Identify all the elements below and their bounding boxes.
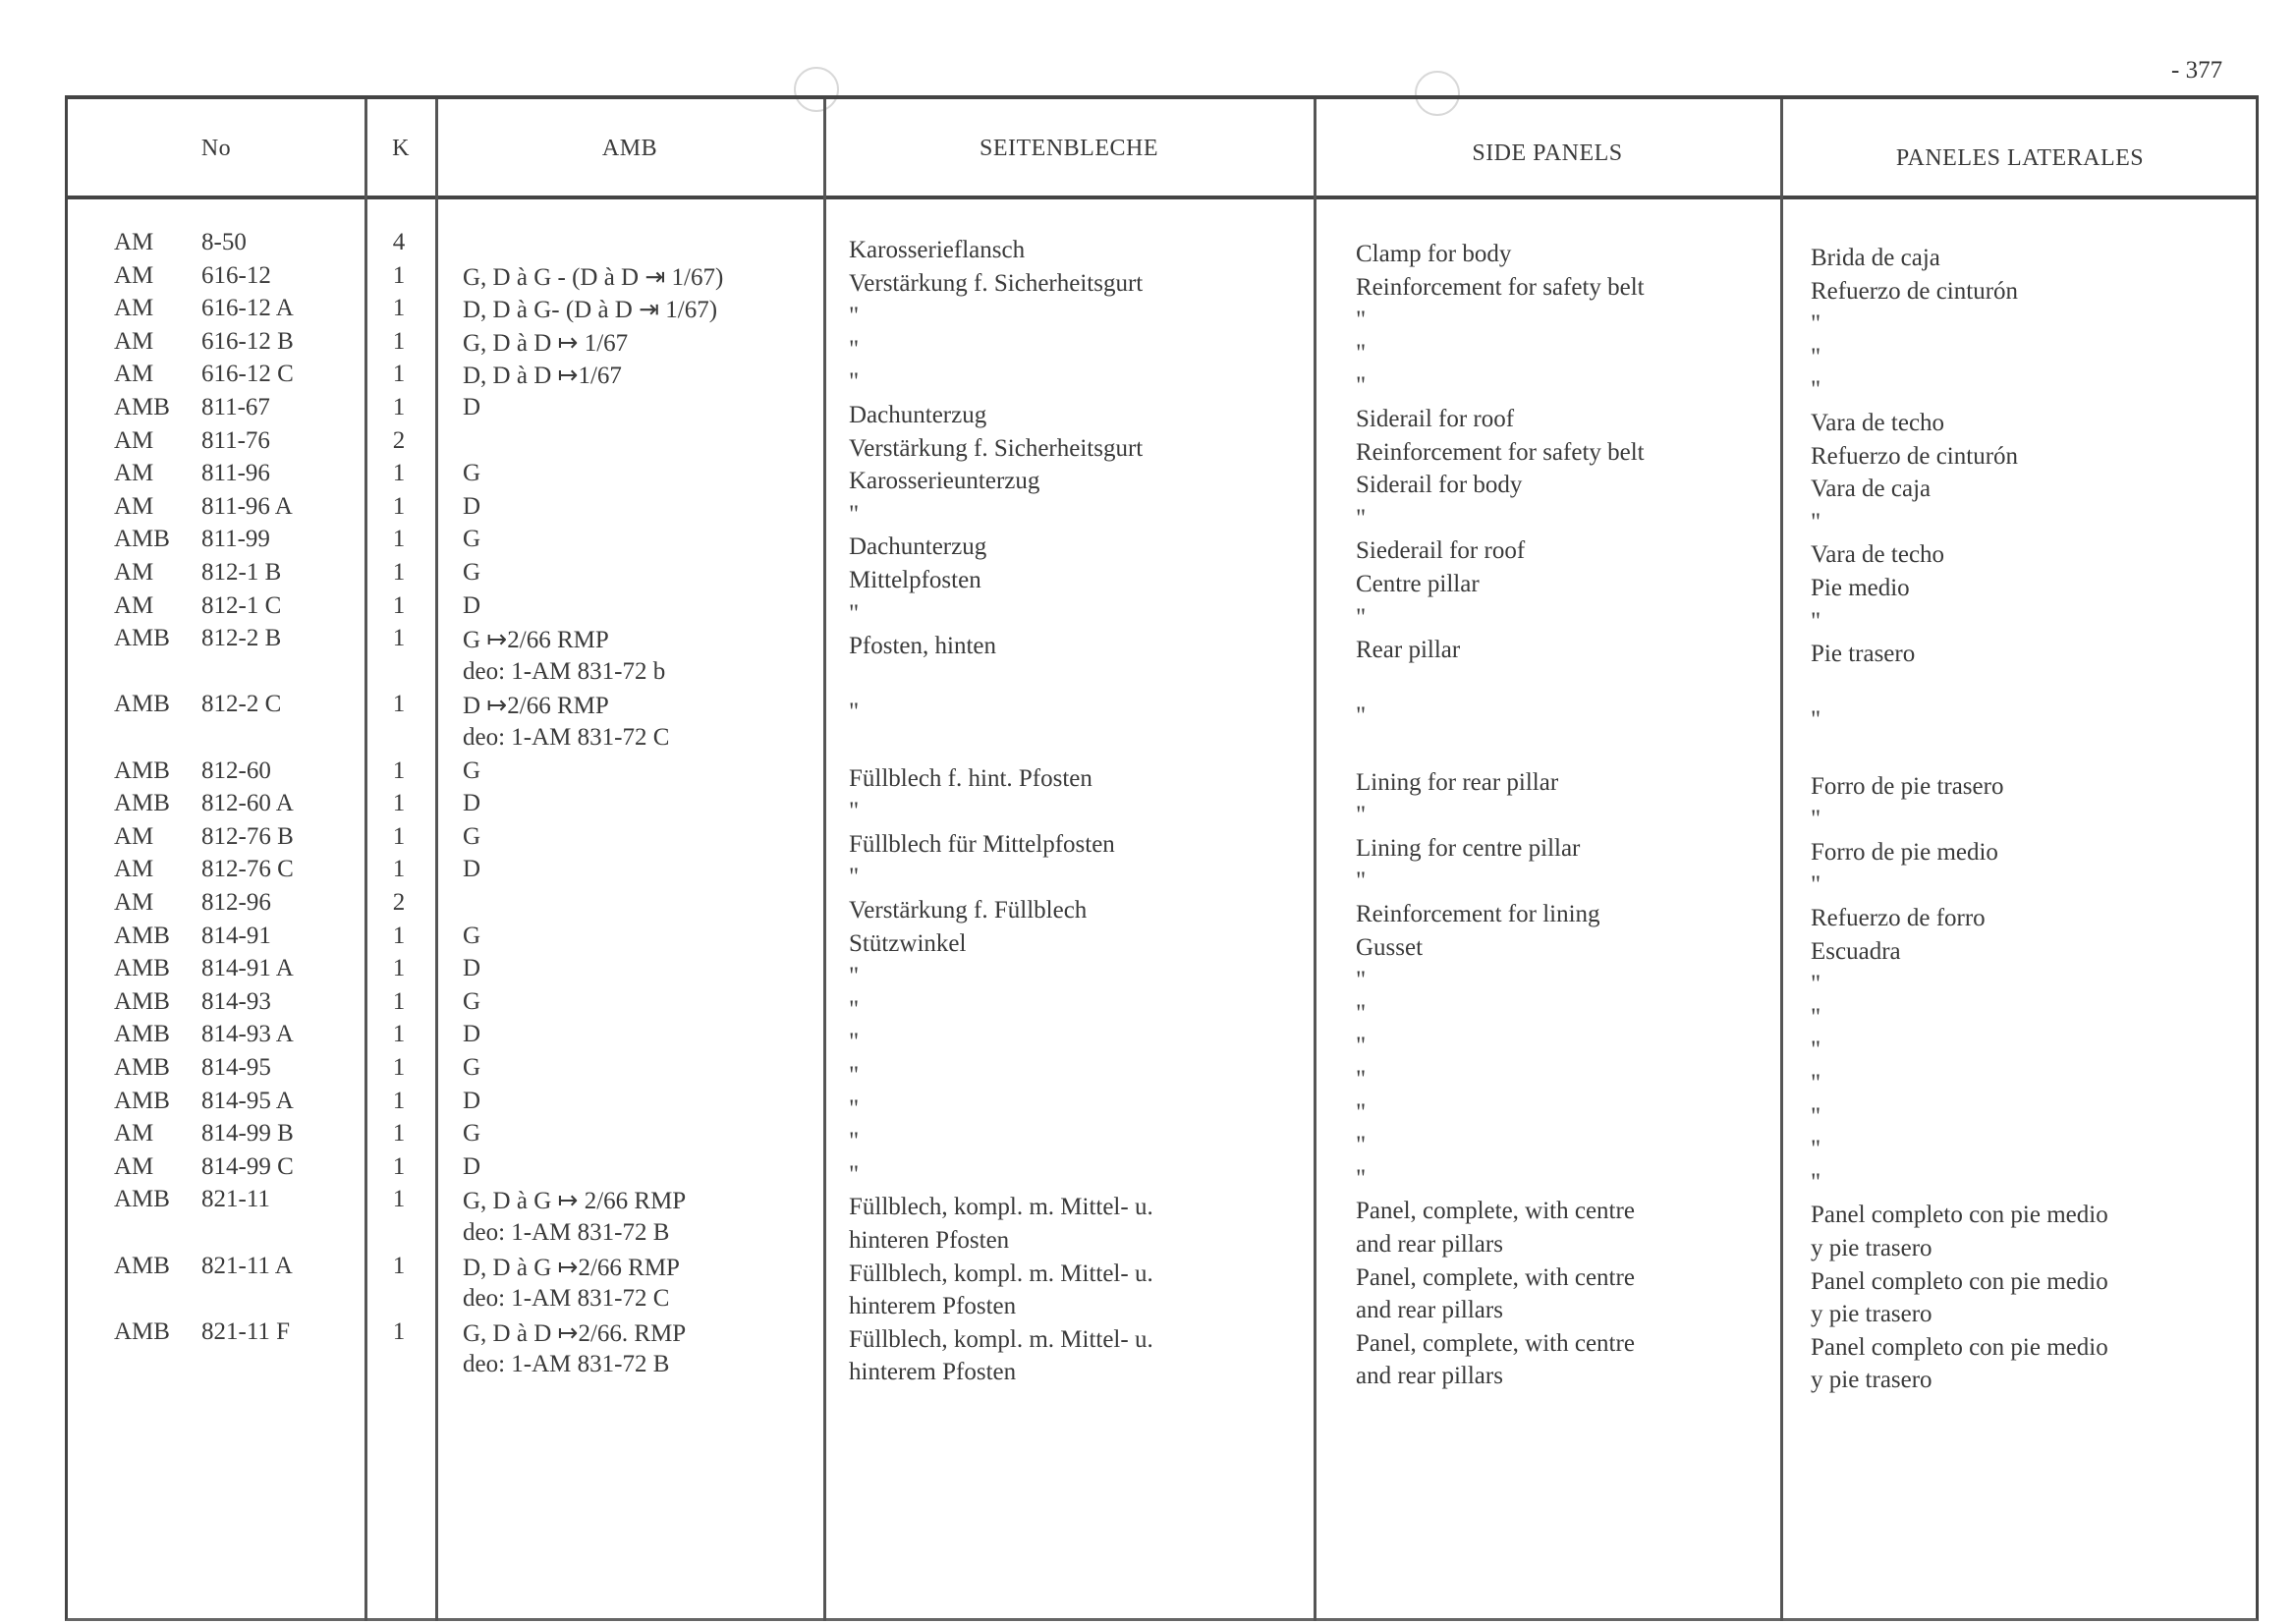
part-prefix: AM: [114, 327, 154, 355]
table-row: [0, 591, 2296, 635]
description-en: Siederail for roof: [1356, 537, 1526, 565]
part-number: 812-60 A: [201, 790, 294, 817]
description-en: ": [1356, 1164, 1367, 1192]
description-en: Clamp for body: [1356, 241, 1512, 267]
table-row: [0, 1219, 2296, 1261]
amb-note: D: [463, 790, 481, 817]
amb-note: D: [463, 394, 481, 420]
description-en: Siderail for roof: [1356, 406, 1515, 432]
amb-note: G ↦2/66 RMP: [463, 627, 609, 654]
table-row: [0, 922, 2296, 965]
part-prefix: AMB: [114, 394, 170, 420]
amb-note: D: [463, 492, 481, 520]
part-prefix: AMB: [114, 691, 170, 718]
quantity-k: 1: [392, 987, 406, 1015]
table-row: [0, 426, 2296, 470]
part-prefix: AMB: [114, 756, 170, 784]
table-row: [0, 295, 2296, 338]
part-prefix: AMB: [114, 625, 170, 652]
header-amb: AMB: [601, 136, 658, 161]
description-de: ": [849, 699, 860, 726]
description-es: Brida de caja: [1811, 245, 1940, 271]
description-es: ": [1811, 607, 1821, 635]
part-number: 812-2 B: [201, 625, 282, 652]
description-en: ": [1356, 1098, 1367, 1126]
description-en: Lining for centre pillar: [1356, 834, 1581, 862]
amb-note: G: [463, 460, 481, 487]
amb-note: G, D à G - (D à D ⇥ 1/67): [463, 263, 724, 291]
part-prefix: AM: [114, 1152, 154, 1180]
part-number: 814-99 C: [201, 1152, 294, 1180]
table-row: [0, 361, 2296, 404]
part-number: 814-99 B: [201, 1120, 294, 1148]
part-prefix: AM: [114, 460, 154, 487]
description-de: Verstärkung f. Füllblech: [849, 897, 1088, 924]
description-en: ": [1356, 1033, 1367, 1060]
description-de: ": [849, 1128, 860, 1155]
description-de: Füllblech f. hint. Pfosten: [849, 764, 1092, 792]
quantity-k: 4: [392, 229, 406, 255]
part-prefix: AMB: [114, 1021, 170, 1048]
description-es: ": [1811, 1003, 1821, 1031]
quantity-k: 1: [392, 691, 406, 718]
description-de: Dachunterzug: [849, 402, 987, 428]
part-prefix: AMB: [114, 1087, 170, 1114]
description-es: Escuadra: [1811, 937, 1901, 965]
part-prefix: AM: [114, 295, 154, 322]
amb-note: G: [463, 1054, 481, 1081]
description-es: y pie trasero: [1811, 1235, 1932, 1261]
description-en: and rear pillars: [1356, 1231, 1503, 1258]
header-seitenbleche: SEITENBLECHE: [980, 136, 1158, 161]
table-row: [0, 229, 2296, 271]
description-es: y pie trasero: [1811, 1367, 1932, 1394]
description-en: Panel, complete, with centre: [1356, 1329, 1635, 1357]
table-row: [0, 1252, 2296, 1295]
table-row: [0, 1285, 2296, 1328]
amb-note: G: [463, 987, 481, 1015]
table-row: [0, 492, 2296, 535]
amb-note: D: [463, 856, 481, 883]
description-es: ": [1811, 343, 1821, 370]
table-row: [0, 856, 2296, 899]
header-divider: [65, 196, 2259, 199]
table-row: [0, 625, 2296, 668]
part-prefix: AMB: [114, 955, 170, 982]
amb-note: G: [463, 526, 481, 553]
quantity-k: 1: [392, 1317, 406, 1345]
description-de: ": [849, 1094, 860, 1122]
part-number: 616-12 A: [201, 295, 294, 322]
amb-note: deo: 1-AM 831-72 B: [463, 1351, 670, 1378]
table-row: [0, 1317, 2296, 1361]
part-number: 821-11 A: [201, 1252, 293, 1279]
part-prefix: AM: [114, 856, 154, 883]
table-row: [0, 822, 2296, 866]
table-row: [0, 724, 2296, 757]
amb-note: D: [463, 1087, 481, 1114]
quantity-k: 1: [392, 526, 406, 553]
description-de: ": [849, 303, 860, 330]
quantity-k: 1: [392, 955, 406, 982]
description-en: ": [1356, 1132, 1367, 1159]
header-k: K: [392, 136, 410, 161]
amb-note: deo: 1-AM 831-72 C: [463, 1285, 670, 1313]
description-de: Füllblech für Mittelpfosten: [849, 830, 1115, 858]
description-de: ": [849, 963, 860, 990]
amb-note: D: [463, 955, 481, 982]
description-de: Verstärkung f. Sicherheitsgurt: [849, 269, 1144, 297]
description-es: ": [1811, 310, 1821, 338]
quantity-k: 1: [392, 1252, 406, 1279]
description-es: ": [1811, 971, 1821, 998]
description-en: ": [1356, 967, 1367, 994]
part-number: 812-1 C: [201, 591, 282, 619]
description-de: ": [849, 599, 860, 627]
amb-note: D, D à D ↦1/67: [463, 363, 622, 390]
table-row: [0, 658, 2296, 692]
description-en: and rear pillars: [1356, 1363, 1503, 1390]
table-row: [0, 1120, 2296, 1163]
part-prefix: AMB: [114, 1252, 170, 1279]
part-number: 812-60: [201, 756, 271, 784]
description-en: Lining for rear pillar: [1356, 768, 1559, 796]
description-en: ": [1356, 999, 1367, 1027]
amb-note: D ↦2/66 RMP: [463, 693, 609, 720]
description-en: ": [1356, 702, 1367, 730]
table-row: [0, 1351, 2296, 1394]
quantity-k: 1: [392, 790, 406, 817]
description-en: Gusset: [1356, 933, 1424, 961]
part-prefix: AMB: [114, 1054, 170, 1081]
amb-note: G: [463, 822, 481, 850]
description-es: ": [1811, 1036, 1821, 1064]
quantity-k: 1: [392, 822, 406, 850]
quantity-k: 1: [392, 460, 406, 487]
description-es: ": [1811, 706, 1821, 734]
description-es: Refuerzo de cinturón: [1811, 442, 2019, 470]
description-en: Siderail for body: [1356, 472, 1523, 499]
description-es: Vara de techo: [1811, 541, 1945, 569]
description-es: Forro de pie trasero: [1811, 772, 2004, 800]
table-row: [0, 889, 2296, 931]
amb-note: G: [463, 1120, 481, 1148]
description-en: Reinforcement for safety belt: [1356, 273, 1645, 301]
part-number: 811-76: [201, 426, 270, 454]
description-de: ": [849, 864, 860, 891]
description-en: Centre pillar: [1356, 571, 1480, 597]
part-number: 821-11: [201, 1186, 270, 1213]
part-prefix: AM: [114, 822, 154, 850]
description-es: ": [1811, 871, 1821, 899]
amb-note: G, D à G ↦ 2/66 RMP: [463, 1188, 687, 1215]
description-es: Panel completo con pie medio: [1811, 1202, 2108, 1229]
description-es: Vara de caja: [1811, 476, 1932, 503]
part-number: 814-91: [201, 922, 271, 949]
description-es: Refuerzo de cinturón: [1811, 277, 2019, 305]
table-row: [0, 987, 2296, 1031]
part-prefix: AMB: [114, 987, 170, 1015]
table-row: [0, 327, 2296, 370]
description-es: ": [1811, 1168, 1821, 1196]
part-prefix: AM: [114, 559, 154, 586]
amb-note: D, D à G- (D à D ⇥ 1/67): [463, 297, 718, 324]
amb-note: G: [463, 559, 481, 586]
header-side-panels: SIDE PANELS: [1472, 140, 1623, 166]
part-prefix: AM: [114, 591, 154, 619]
part-prefix: AMB: [114, 526, 170, 553]
description-en: Rear pillar: [1356, 637, 1461, 664]
description-de: Füllblech, kompl. m. Mittel- u.: [849, 1260, 1153, 1287]
quantity-k: 1: [392, 295, 406, 322]
part-number: 616-12: [201, 261, 271, 289]
description-en: and rear pillars: [1356, 1297, 1503, 1324]
table-row: [0, 1152, 2296, 1196]
description-de: Karosserieunterzug: [849, 468, 1040, 495]
description-en: ": [1356, 372, 1367, 400]
quantity-k: 1: [392, 492, 406, 520]
quantity-k: 1: [392, 261, 406, 289]
description-de: ": [849, 368, 860, 396]
description-es: ": [1811, 376, 1821, 404]
quantity-k: 1: [392, 1021, 406, 1048]
part-number: 616-12 B: [201, 327, 294, 355]
part-prefix: AM: [114, 889, 154, 916]
table-row: [0, 261, 2296, 305]
part-number: 812-1 B: [201, 559, 282, 586]
part-prefix: AM: [114, 492, 154, 520]
quantity-k: 1: [392, 1087, 406, 1114]
description-de: ": [849, 995, 860, 1023]
part-number: 812-76 B: [201, 822, 294, 850]
description-es: ": [1811, 1102, 1821, 1130]
description-en: ": [1356, 307, 1367, 334]
description-de: hinterem Pfosten: [849, 1293, 1017, 1320]
table-row: [0, 559, 2296, 601]
description-es: Panel completo con pie medio: [1811, 1267, 2108, 1295]
header-no: No: [200, 136, 232, 161]
table-row: [0, 1054, 2296, 1096]
amb-note: G: [463, 756, 481, 784]
description-de: ": [849, 335, 860, 363]
quantity-k: 1: [392, 394, 406, 420]
quantity-k: 1: [392, 327, 406, 355]
quantity-k: 1: [392, 559, 406, 586]
description-es: Forro de pie medio: [1811, 838, 1998, 866]
table-row: [0, 691, 2296, 734]
quantity-k: 1: [392, 591, 406, 619]
quantity-k: 1: [392, 856, 406, 883]
description-de: hinteren Pfosten: [849, 1227, 1010, 1254]
amb-note: D, D à G ↦2/66 RMP: [463, 1254, 680, 1281]
description-de: Stützwinkel: [849, 929, 967, 957]
amb-note: D: [463, 591, 481, 619]
description-es: ": [1811, 1136, 1821, 1163]
part-prefix: AMB: [114, 922, 170, 949]
part-prefix: AM: [114, 426, 154, 454]
part-number: 812-96: [201, 889, 271, 916]
quantity-k: 1: [392, 1186, 406, 1213]
amb-note: D: [463, 1021, 481, 1048]
table-row: [0, 460, 2296, 503]
part-number: 811-99: [201, 526, 270, 553]
part-prefix: AM: [114, 361, 154, 388]
quantity-k: 1: [392, 1152, 406, 1180]
quantity-k: 1: [392, 361, 406, 388]
quantity-k: 2: [392, 426, 406, 454]
amb-note: G, D à D ↦2/66. RMP: [463, 1319, 687, 1347]
table-row: [0, 955, 2296, 998]
table-row: [0, 790, 2296, 833]
amb-note: G: [463, 922, 481, 949]
part-number: 616-12 C: [201, 361, 294, 388]
part-number: 814-95: [201, 1054, 271, 1081]
description-de: Pfosten, hinten: [849, 633, 996, 660]
description-es: Pie medio: [1811, 575, 1910, 601]
part-prefix: AM: [114, 261, 154, 289]
description-de: hinterem Pfosten: [849, 1359, 1017, 1386]
table-row: [0, 1087, 2296, 1130]
description-de: Dachunterzug: [849, 533, 987, 561]
description-de: ": [849, 1029, 860, 1056]
part-number: 814-93: [201, 987, 271, 1015]
description-en: ": [1356, 339, 1367, 366]
quantity-k: 1: [392, 1054, 406, 1081]
table-row: [0, 526, 2296, 569]
part-prefix: AM: [114, 229, 154, 255]
part-prefix: AMB: [114, 790, 170, 817]
description-de: Mittelpfosten: [849, 567, 981, 593]
description-es: Panel completo con pie medio: [1811, 1333, 2108, 1361]
amb-note: G, D à D ↦ 1/67: [463, 329, 629, 357]
description-en: Reinforcement for lining: [1356, 901, 1600, 927]
quantity-k: 1: [392, 1120, 406, 1148]
table-row: [0, 394, 2296, 436]
part-prefix: AMB: [114, 1186, 170, 1213]
amb-note: deo: 1-AM 831-72 b: [463, 657, 666, 685]
description-es: ": [1811, 508, 1821, 535]
quantity-k: 1: [392, 922, 406, 949]
description-es: y pie trasero: [1811, 1301, 1932, 1328]
description-es: ": [1811, 1070, 1821, 1096]
table-row: [0, 1186, 2296, 1229]
header-paneles-laterales: PANELES LATERALES: [1895, 145, 2145, 171]
description-de: ": [849, 1062, 860, 1089]
description-es: ": [1811, 806, 1821, 833]
description-en: ": [1356, 504, 1367, 532]
description-de: Karosserieflansch: [849, 237, 1026, 263]
description-de: ": [849, 500, 860, 528]
amb-note: D: [463, 1152, 481, 1180]
description-de: Füllblech, kompl. m. Mittel- u.: [849, 1325, 1153, 1353]
description-en: ": [1356, 1066, 1367, 1092]
part-number: 811-67: [201, 394, 270, 420]
description-en: Panel, complete, with centre: [1356, 1263, 1635, 1291]
part-number: 811-96 A: [201, 492, 293, 520]
description-en: ": [1356, 868, 1367, 895]
amb-note: deo: 1-AM 831-72 B: [463, 1219, 670, 1246]
description-de: Verstärkung f. Sicherheitsgurt: [849, 434, 1144, 462]
description-de: ": [849, 1160, 860, 1188]
description-es: Pie trasero: [1811, 641, 1916, 668]
description-es: Vara de techo: [1811, 410, 1945, 436]
quantity-k: 1: [392, 625, 406, 652]
amb-note: deo: 1-AM 831-72 C: [463, 724, 670, 751]
description-de: ": [849, 798, 860, 825]
part-number: 814-91 A: [201, 955, 294, 982]
part-prefix: AM: [114, 1120, 154, 1148]
description-en: Panel, complete, with centre: [1356, 1198, 1635, 1225]
table-row: [0, 756, 2296, 800]
part-number: 814-95 A: [201, 1087, 294, 1114]
description-en: Reinforcement for safety belt: [1356, 438, 1645, 466]
part-number: 811-96: [201, 460, 270, 487]
page-number: - 377: [2171, 57, 2223, 84]
part-number: 8-50: [201, 229, 247, 255]
part-number: 812-2 C: [201, 691, 282, 718]
part-number: 821-11 F: [201, 1317, 291, 1345]
description-en: ": [1356, 802, 1367, 829]
quantity-k: 2: [392, 889, 406, 916]
description-en: ": [1356, 603, 1367, 631]
table-row: [0, 1021, 2296, 1064]
description-es: Refuerzo de forro: [1811, 905, 1986, 931]
description-de: Füllblech, kompl. m. Mittel- u.: [849, 1194, 1153, 1221]
part-number: 812-76 C: [201, 856, 294, 883]
part-number: 814-93 A: [201, 1021, 294, 1048]
quantity-k: 1: [392, 756, 406, 784]
part-prefix: AMB: [114, 1317, 170, 1345]
